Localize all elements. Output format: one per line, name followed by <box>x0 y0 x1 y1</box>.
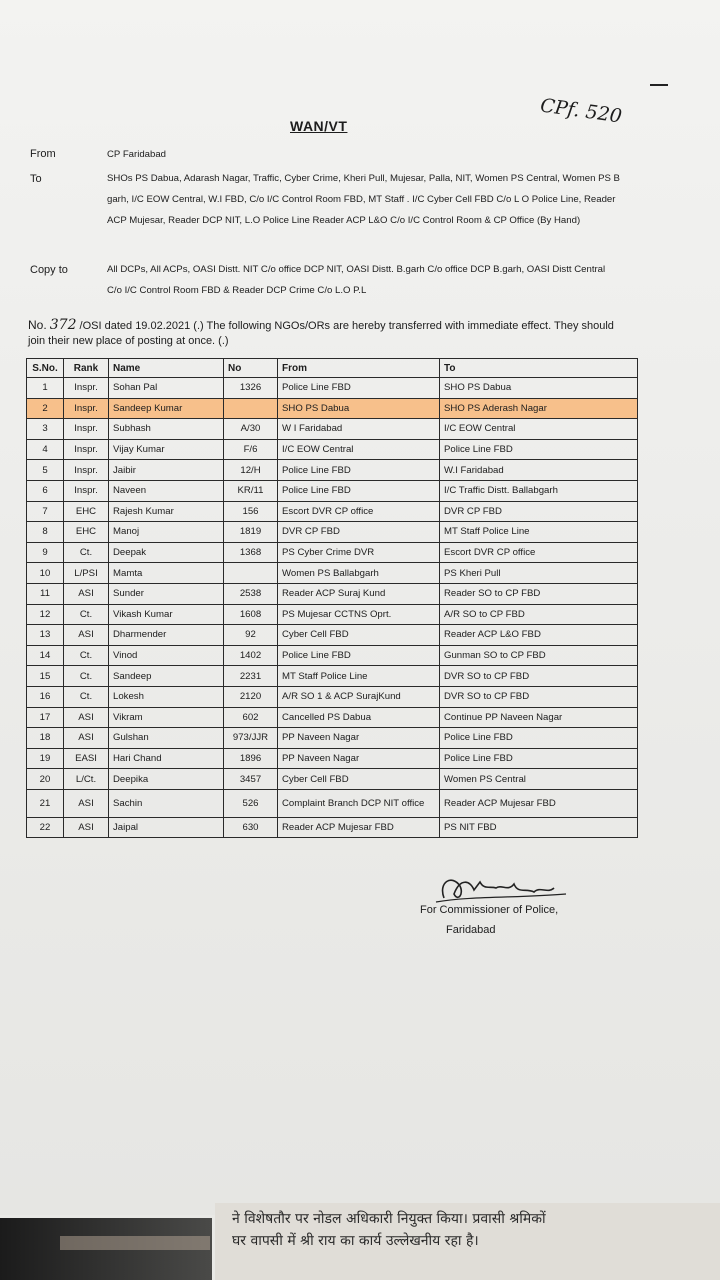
table-row <box>27 419 638 440</box>
handwritten-note: CPf. 520 <box>538 94 624 128</box>
cell-no: 602 <box>224 707 278 728</box>
cell-name: Vikram <box>109 707 224 728</box>
cell-to: I/C Traffic Distt. Ballabgarh <box>440 480 638 501</box>
signature-place: Faridabad <box>446 924 496 936</box>
cell-rank: Inspr. <box>64 439 109 460</box>
cell-rank: ASI <box>64 817 109 838</box>
cell-no: 630 <box>224 817 278 838</box>
cell-name: Sunder <box>109 583 224 604</box>
cell-to: A/R SO to CP FBD <box>440 604 638 625</box>
cell-to: SHO PS Dabua <box>440 378 638 399</box>
cell-name: Gulshan <box>109 728 224 749</box>
cell-sno: 7 <box>27 501 64 522</box>
cell-from: Police Line FBD <box>278 460 440 481</box>
cell-rank: Inspr. <box>64 419 109 440</box>
cell-rank: EHC <box>64 501 109 522</box>
handwritten-order-number: 372 <box>49 317 77 333</box>
cell-from: PP Naveen Nagar <box>278 728 440 749</box>
cell-no: 2538 <box>224 583 278 604</box>
cell-name: Sandeep Kumar <box>109 398 224 419</box>
cell-from: Police Line FBD <box>278 480 440 501</box>
cell-to: DVR CP FBD <box>440 501 638 522</box>
cell-from: MT Staff Police Line <box>278 666 440 687</box>
cell-from: Reader ACP Mujesar FBD <box>278 817 440 838</box>
cell-sno: 6 <box>27 480 64 501</box>
cell-rank: Ct. <box>64 686 109 707</box>
cell-from: Reader ACP Suraj Kund <box>278 583 440 604</box>
cell-name: Hari Chand <box>109 748 224 769</box>
cell-from: W I Faridabad <box>278 419 440 440</box>
table-row <box>27 625 638 646</box>
col-to: To <box>440 359 638 378</box>
cell-to: Reader ACP Mujesar FBD <box>440 789 638 817</box>
table-row <box>27 439 638 460</box>
table-row <box>27 686 638 707</box>
cell-to: DVR SO to CP FBD <box>440 666 638 687</box>
cell-to: W.I Faridabad <box>440 460 638 481</box>
table-row <box>27 460 638 481</box>
cell-no: 2231 <box>224 666 278 687</box>
cell-sno: 17 <box>27 707 64 728</box>
cell-to: Escort DVR CP office <box>440 542 638 563</box>
table-body <box>27 378 638 838</box>
cell-rank: ASI <box>64 789 109 817</box>
table-row <box>27 522 638 543</box>
cell-no: 1819 <box>224 522 278 543</box>
copy-value: All DCPs, All ACPs, OASI Distt. NIT C/o office DCP NIT, OASI Distt. B.garh C/o office DCP B.garh, OASI Distt Central C/o I/C Control Room FBD & Reader DCP Crime C/o L.O P.L <box>107 264 606 296</box>
cell-from: DVR CP FBD <box>278 522 440 543</box>
table-row <box>27 707 638 728</box>
table-header-row <box>27 359 638 378</box>
cell-sno: 1 <box>27 378 64 399</box>
table-row <box>27 604 638 625</box>
cell-no: 1896 <box>224 748 278 769</box>
cell-no: 973/JJR <box>224 728 278 749</box>
to-label: To <box>30 173 42 185</box>
cell-to: Police Line FBD <box>440 439 638 460</box>
col-no: No <box>224 359 278 378</box>
table-row <box>27 666 638 687</box>
cell-no <box>224 398 278 419</box>
cell-no: 156 <box>224 501 278 522</box>
table-row <box>27 398 638 419</box>
cell-from: Police Line FBD <box>278 378 440 399</box>
cell-sno: 14 <box>27 645 64 666</box>
cell-name: Subhash <box>109 419 224 440</box>
cell-name: Rajesh Kumar <box>109 501 224 522</box>
transfer-table <box>26 358 638 838</box>
col-rank: Rank <box>64 359 109 378</box>
col-from: From <box>278 359 440 378</box>
signature-for-line: For Commissioner of Police, <box>420 904 559 916</box>
cell-rank: ASI <box>64 728 109 749</box>
cell-no: 1608 <box>224 604 278 625</box>
cell-rank: EHC <box>64 522 109 543</box>
cell-sno: 22 <box>27 817 64 838</box>
cell-rank: ASI <box>64 707 109 728</box>
cell-sno: 12 <box>27 604 64 625</box>
cell-no: 1368 <box>224 542 278 563</box>
table-row <box>27 563 638 584</box>
cell-name: Vijay Kumar <box>109 439 224 460</box>
cell-from: Cyber Cell FBD <box>278 625 440 646</box>
cell-from: Escort DVR CP office <box>278 501 440 522</box>
cell-rank: Inspr. <box>64 378 109 399</box>
table-row <box>27 378 638 399</box>
newspaper-text <box>232 1208 546 1252</box>
col-name: Name <box>109 359 224 378</box>
cell-to: Gunman SO to CP FBD <box>440 645 638 666</box>
cell-from: PS Cyber Crime DVR <box>278 542 440 563</box>
cell-to: Continue PP Naveen Nagar <box>440 707 638 728</box>
cell-to: DVR SO to CP FBD <box>440 686 638 707</box>
cell-rank: Inspr. <box>64 460 109 481</box>
cell-name: Vinod <box>109 645 224 666</box>
table-row <box>27 769 638 790</box>
cell-name: Deepak <box>109 542 224 563</box>
cell-from: Police Line FBD <box>278 645 440 666</box>
cell-rank: Ct. <box>64 645 109 666</box>
cell-from: Complaint Branch DCP NIT office <box>278 789 440 817</box>
cell-from: I/C EOW Central <box>278 439 440 460</box>
cell-from: Women PS Ballabgarh <box>278 563 440 584</box>
cell-to: PS Kheri Pull <box>440 563 638 584</box>
cell-no: 3457 <box>224 769 278 790</box>
cell-to: Police Line FBD <box>440 748 638 769</box>
cell-no: 92 <box>224 625 278 646</box>
cell-name: Vikash Kumar <box>109 604 224 625</box>
order-no-label: No. <box>28 318 47 332</box>
cell-rank: ASI <box>64 625 109 646</box>
cell-sno: 4 <box>27 439 64 460</box>
copy-label: Copy to <box>30 264 68 276</box>
cell-rank: L/PSI <box>64 563 109 584</box>
to-value: SHOs PS Dabua, Adarash Nagar, Traffic, Cyber Crime, Kheri Pull, Mujesar, Palla, NIT, Women PS Central, Women PS B garh, I/C EOW Central, W.I FBD, C/o I/C Control Room FBD, MT Staff . I/C Cyber Cell FBD C/o L O Police Line, Reader ACP Mujesar, Reader DCP NIT, L.O Police Line Reader ACP L&O C/o I/C Control Room & CP Office (By Hand) <box>107 173 620 226</box>
cell-sno: 10 <box>27 563 64 584</box>
cell-to: SHO PS Aderash Nagar <box>440 398 638 419</box>
cell-name: Deepika <box>109 769 224 790</box>
cell-to: Reader SO to CP FBD <box>440 583 638 604</box>
order-text: /OSI dated 19.02.2021 (.) The following NGOs/ORs are hereby transferred with immediate effect. They should join their new place of posting at once. (.) <box>28 320 614 347</box>
table-row <box>27 817 638 838</box>
cell-sno: 8 <box>27 522 64 543</box>
cell-no: 12/H <box>224 460 278 481</box>
background-streak <box>60 1236 210 1250</box>
cell-name: Sandeep <box>109 666 224 687</box>
cell-no: A/30 <box>224 419 278 440</box>
document-title: WAN/VT <box>290 118 348 134</box>
cell-no: F/6 <box>224 439 278 460</box>
newspaper-line: ने विशेषतौर पर नोडल अधिकारी नियुक्त किया। प्रवासी श्रमिकों <box>232 1211 546 1227</box>
cell-rank: Ct. <box>64 604 109 625</box>
cell-rank: Ct. <box>64 542 109 563</box>
cell-from: A/R SO 1 & ACP SurajKund <box>278 686 440 707</box>
cell-rank: Inspr. <box>64 398 109 419</box>
cell-rank: EASI <box>64 748 109 769</box>
cell-sno: 16 <box>27 686 64 707</box>
cell-sno: 2 <box>27 398 64 419</box>
cell-to: Reader ACP L&O FBD <box>440 625 638 646</box>
cell-no: 1402 <box>224 645 278 666</box>
cell-name: Jaibir <box>109 460 224 481</box>
cell-to: MT Staff Police Line <box>440 522 638 543</box>
cell-rank: Inspr. <box>64 480 109 501</box>
cell-sno: 13 <box>27 625 64 646</box>
cell-sno: 19 <box>27 748 64 769</box>
cell-name: Lokesh <box>109 686 224 707</box>
cell-from: Cyber Cell FBD <box>278 769 440 790</box>
newspaper-line: घर वापसी में श्री राय का कार्य उल्लेखनीय रहा है। <box>232 1233 479 1249</box>
signature-scribble <box>430 872 570 906</box>
cell-no: KR/11 <box>224 480 278 501</box>
cell-sno: 20 <box>27 769 64 790</box>
cell-to: Police Line FBD <box>440 728 638 749</box>
cell-from: PS Mujesar CCTNS Oprt. <box>278 604 440 625</box>
cell-no: 1326 <box>224 378 278 399</box>
cell-name: Sohan Pal <box>109 378 224 399</box>
cell-from: PP Naveen Nagar <box>278 748 440 769</box>
cell-name: Dharmender <box>109 625 224 646</box>
pen-dash-mark <box>650 84 668 86</box>
cell-rank: ASI <box>64 583 109 604</box>
cell-to: PS NIT FBD <box>440 817 638 838</box>
table-row <box>27 480 638 501</box>
cell-sno: 21 <box>27 789 64 817</box>
cell-sno: 5 <box>27 460 64 481</box>
cell-name: Mamta <box>109 563 224 584</box>
cell-to: I/C EOW Central <box>440 419 638 440</box>
cell-name: Sachin <box>109 789 224 817</box>
cell-name: Naveen <box>109 480 224 501</box>
table-row <box>27 645 638 666</box>
cell-sno: 3 <box>27 419 64 440</box>
cell-sno: 18 <box>27 728 64 749</box>
table-row <box>27 748 638 769</box>
from-label: From <box>30 148 56 160</box>
table-row <box>27 542 638 563</box>
cell-from: Cancelled PS Dabua <box>278 707 440 728</box>
cell-rank: L/Ct. <box>64 769 109 790</box>
cell-to: Women PS Central <box>440 769 638 790</box>
col-sno: S.No. <box>27 359 64 378</box>
order-paragraph <box>28 318 628 349</box>
cell-from: SHO PS Dabua <box>278 398 440 419</box>
cell-sno: 11 <box>27 583 64 604</box>
cell-name: Jaipal <box>109 817 224 838</box>
cell-sno: 9 <box>27 542 64 563</box>
table-row <box>27 789 638 817</box>
cell-name: Manoj <box>109 522 224 543</box>
cell-sno: 15 <box>27 666 64 687</box>
table-row <box>27 501 638 522</box>
cell-no <box>224 563 278 584</box>
cell-no: 2120 <box>224 686 278 707</box>
table-row <box>27 728 638 749</box>
from-value: CP Faridabad <box>107 149 167 160</box>
cell-rank: Ct. <box>64 666 109 687</box>
table-row <box>27 583 638 604</box>
cell-no: 526 <box>224 789 278 817</box>
